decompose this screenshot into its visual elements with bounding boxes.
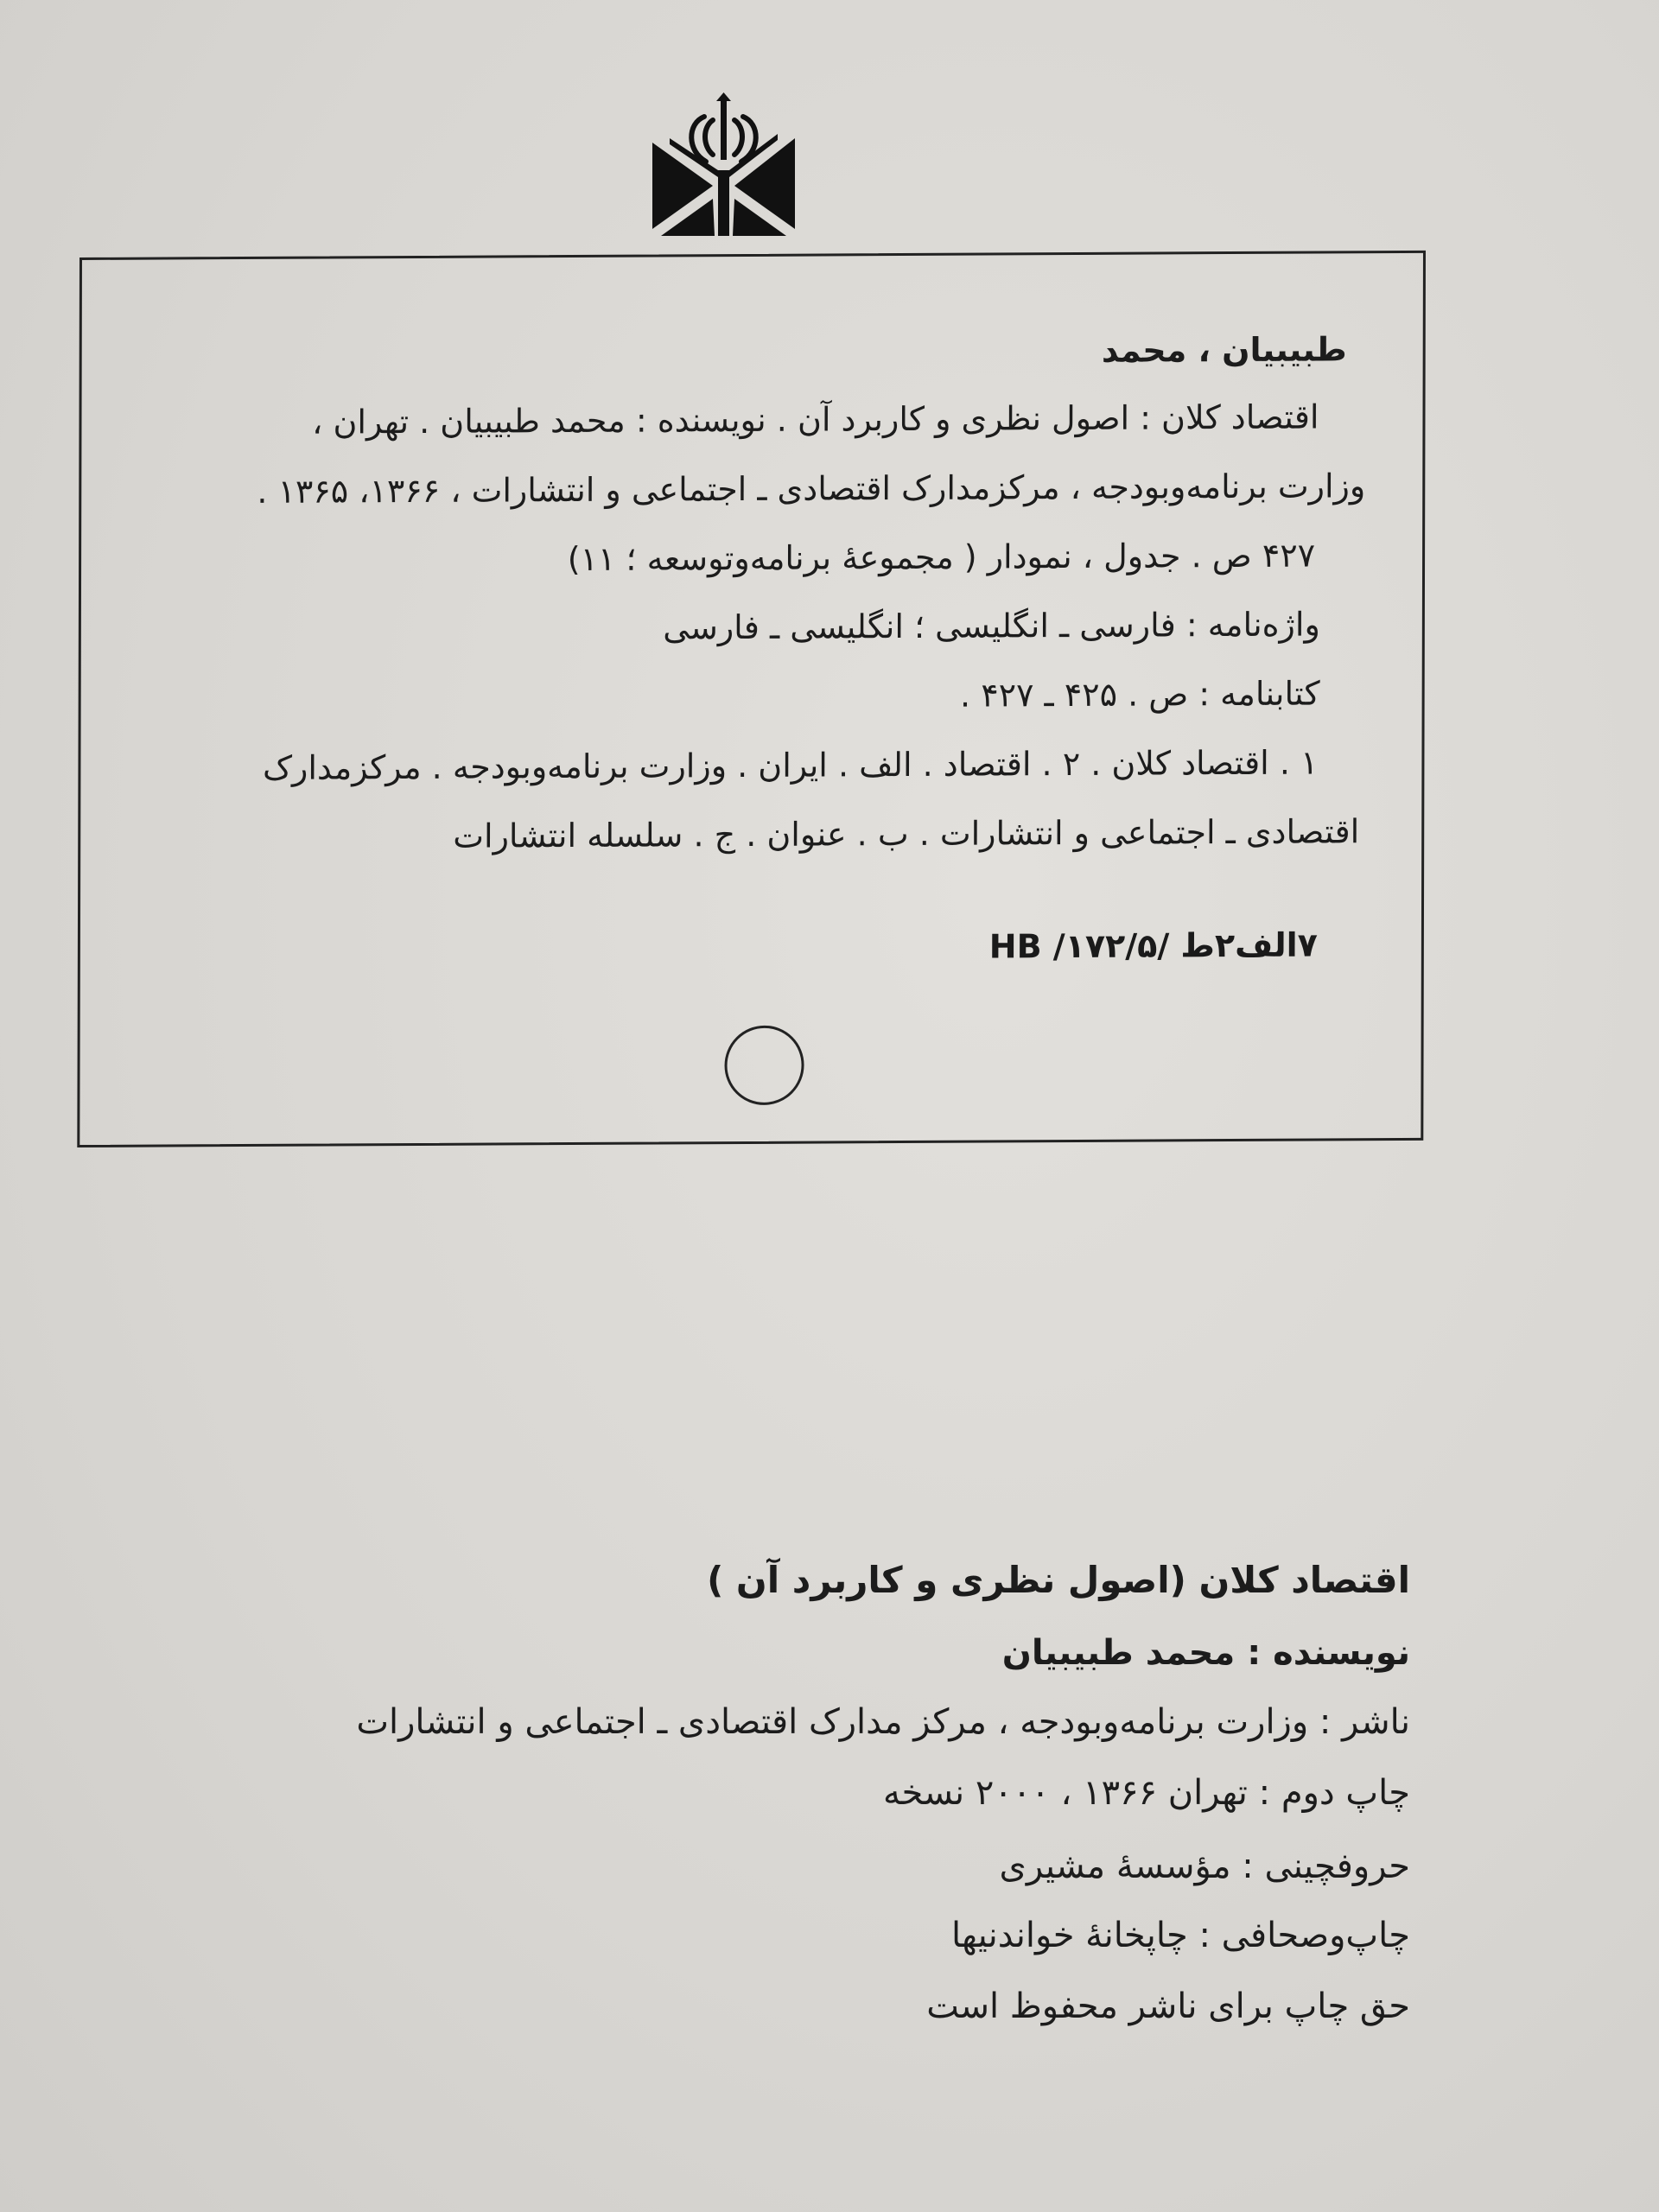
colophon-printing: چاپ‌وصحافی : چاپخانهٔ خواندنیها: [950, 1916, 1410, 1955]
catalog-line: ۴۲۷ ص . جدول ، نمودار ( مجموعهٔ برنامه‌وتوسعه ؛ ۱۱): [567, 536, 1316, 579]
publisher-emblem-icon: [652, 91, 795, 238]
catalog-line: واژه‌نامه : فارسی ـ انگلیسی ؛ انگلیسی ـ فارسی: [663, 605, 1320, 647]
card-punch-hole: [724, 1026, 804, 1105]
colophon-typesetting: حروفچینی : مؤسسهٔ مشیری: [999, 1847, 1410, 1886]
catalog-line: کتابنامه : ص . ۴۲۵ ـ ۴۲۷ .: [960, 674, 1320, 715]
colophon-edition: چاپ دوم : تهران ۱۳۶۶ ، ۲۰۰۰ نسخه: [883, 1773, 1410, 1813]
catalog-author-heading: طبیبیان ، محمد: [1101, 330, 1347, 370]
colophon-publisher: ناشر : وزارت برنامه‌وبودجه ، مرکز مدارک اقتصادی ـ اجتماعی و انتشارات: [356, 1702, 1410, 1742]
call-number: ۷الف۲ط /۱۷۲/۵/ HB: [988, 925, 1318, 966]
catalog-line: ۱ . اقتصاد کلان . ۲ . اقتصاد . الف . ایران . وزارت برنامه‌وبودجه . مرکزمدارک: [262, 743, 1319, 787]
colophon-title: اقتصاد کلان (اصول نظری و کاربرد آن ): [707, 1559, 1410, 1601]
catalog-line: وزارت برنامه‌وبودجه ، مرکزمدارک اقتصادی ـ اجتماعی و انتشارات ، ۱۳۶۶، ۱۳۶۵ .: [257, 467, 1366, 511]
catalog-line: اقتصادی ـ اجتماعی و انتشارات . ب . عنوان . ج . سلسله انتشارات: [453, 812, 1360, 855]
catalog-card: [77, 251, 1426, 1147]
colophon-author: نویسنده : محمد طبیبیان: [1001, 1633, 1410, 1673]
colophon-rights: حق چاپ برای ناشر محفوظ است: [926, 1986, 1410, 2026]
catalog-line: اقتصاد کلان : اصول نظری و کاربرد آن . نویسنده : محمد طبیبیان . تهران ،: [312, 397, 1319, 442]
